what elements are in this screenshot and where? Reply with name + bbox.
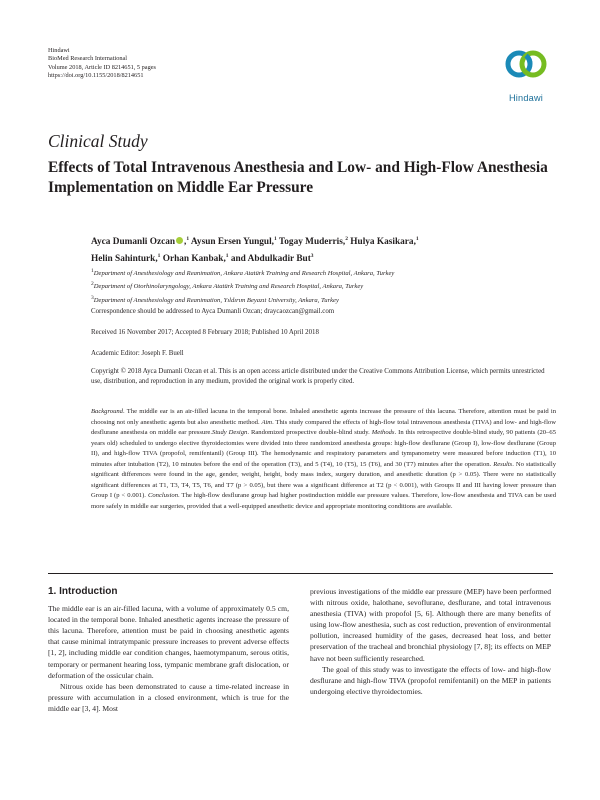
- author-name: Aysun Ersen Yungul,: [190, 237, 275, 248]
- affil-marker: 1: [225, 253, 229, 260]
- affil-number: 1: [91, 268, 94, 274]
- affiliations: [91, 266, 561, 306]
- section-heading: 1. Introduction: [48, 586, 118, 597]
- correspondence: Correspondence should be addressed to Ayca Dumanli Ozcan; draycaozcan@gmail.com: [91, 308, 335, 315]
- hindawi-logo: [496, 42, 556, 108]
- abstract-text: . This study compared the effects of high-flow total intravenous anesthesia (TIVA) and low- and high-flow desflurane anesthesia on middle ear pressure.: [91, 418, 556, 436]
- article-category: Clinical Study: [48, 131, 148, 151]
- author-name: and Abdulkadir But: [230, 254, 311, 265]
- abstract: [91, 407, 556, 512]
- logo-wordmark: Hindawi: [508, 93, 544, 103]
- hindawi-rings-icon: [504, 42, 548, 86]
- abstract-text: . The middle ear is an air-filled lacuna in the temporal bone. Inhaled anesthetic agents increase the pressure of this lacuna. Therefore, attention must be paid in choosing not only anesthetic agents but also anesthetic method.: [91, 408, 556, 426]
- affiliation-item: [91, 293, 561, 306]
- abstract-label: Results: [493, 460, 513, 468]
- abstract-label: Aim: [261, 418, 273, 426]
- affiliation-item: [91, 279, 561, 292]
- academic-editor: Academic Editor: Joseph F. Buell: [91, 350, 184, 357]
- affil-marker: 1: [274, 236, 277, 242]
- abstract-text: . Randomized prospective double-blind study.: [247, 429, 372, 436]
- author-list: Ayca Dumanli Ozcan ,$^1$ Aysun Ersen Yungul,$^1$ Togay Muderris,$^2$ Hulya Kasikara,$^1$ Helin Sahinturk,$^1$ Orhan Kanbak,$^1$ and Abdulkadir But$^3$: [91, 236, 419, 265]
- affil-text: Department of Anesthesiology and Reanimation, Yıldırım Beyazıt University, Ankara, Turkey: [93, 297, 339, 305]
- abstract-label: Background: [91, 408, 123, 415]
- author-name: Hulya Kasikara,: [350, 237, 416, 248]
- affil-number: 3: [91, 294, 94, 301]
- right-column: [310, 586, 551, 697]
- abstract-text: . No statistically significant differences were found in the age, gender, weight, height, body mass index, surgery duration, and anesthetic duration (p > 0.05). There were no statistically significant differences at T1, T3, T4, T5, T6, and T7 (p > 0.05), but there was a significant difference at T2 (p < 0.001), with Groups II and III having lower pressure than Group I (p < 0.001).: [91, 460, 556, 499]
- abstract-label: Conclusion: [147, 492, 179, 499]
- abstract-text: . In this retrospective double-blind study, 90 patients (20–65 years old) scheduled to undergo elective thyroidectomies were divided into three randomized anesthesia groups: high-flow desflurane (Group I), low-flow desflurane (Group II), and high-flow TIVA (propofol, remifentanil) (Group III). The hemodynamic and respiratory parameters and tympanometry were measured before induction (T1), 10 minutes after intubation (T2), 10 minutes before the end of the operation (T3), and 5 (T4), 10 (T5), 15 (T6), and 30 (T7) minutes after the operation.: [91, 429, 556, 468]
- doi-link[interactable]: https://doi.org/10.1155/2018/8214651: [48, 72, 144, 80]
- abstract-text: . The high-flow desflurane group had higher postinduction middle ear pressure values. Therefore, low-flow anesthesia and TIVA can be used more safely in middle ear surgeries, provided that a well-equipped anesthetic device and appropriate monitoring conditions are available.: [91, 492, 556, 510]
- article-title: Effects of Total Intravenous Anesthesia and Low- and High-Flow Anesthesia Implementation on Middle Ear Pressure: [48, 159, 548, 196]
- journal-meta: [48, 47, 156, 81]
- abstract-label: Methods: [371, 429, 395, 436]
- affil-number: 2: [91, 281, 94, 288]
- affil-marker: 2: [345, 236, 348, 242]
- affil-text: Department of Otorhinolaryngology, Ankara Atatürk Training and Research Hospital, Ankara, Turkey: [93, 283, 364, 291]
- left-column: [48, 586, 289, 714]
- publisher-name: Hindawi: [48, 47, 70, 54]
- affil-marker: 1: [186, 236, 190, 242]
- copyright-notice: Copyright © 2018 Ayca Dumanli Ozcan et al. This is an open access article distributed under the Creative Commons Attribution License, which permits unrestricted use, distribution, and reproduction in any medium, provided the original work is properly cited.: [91, 368, 545, 386]
- author-name: Ayca Dumanli Ozcan: [91, 237, 176, 248]
- section-divider: [48, 573, 553, 574]
- volume-info: Volume 2018, Article ID 8214651, 5 pages: [48, 63, 156, 71]
- orcid-icon[interactable]: [176, 237, 183, 244]
- body-paragraph: The middle ear is an air-filled lacuna, with a volume of approximately 0.5 cm, located in the temporal bone. Inhaled anesthetic agents increase the pressure of this lacuna. Therefore, attention must be paid in choosing anesthetic agents that cause minimal intratympanic pressure increases to prevent adverse effects [1, 2], including middle ear condition changes, haemotympanum, serous otitis, temporary or permanent hearing loss, tympanic membrane graft dislocation, or deformation of the ossicular chain.: [48, 604, 289, 680]
- affil-text: Department of Anesthesiology and Reanimation, Ankara Atatürk Training and Research Hospital, Ankara, Turkey: [93, 270, 395, 278]
- affil-marker: 1: [415, 236, 419, 242]
- body-paragraph: Nitrous oxide has been demonstrated to cause a time-related increase in pressure with accumulation in a closed environment, which is true for the middle ear [3, 4]. Most: [48, 681, 289, 713]
- author-name: Orhan Kanbak,: [162, 254, 226, 265]
- affil-marker: 1: [157, 253, 161, 260]
- affiliation-item: [91, 266, 561, 279]
- journal-name: BioMed Research International: [48, 55, 128, 63]
- author-name: Togay Muderris,: [278, 237, 346, 248]
- abstract-label: Study Design: [212, 429, 248, 436]
- article-dates: Received 16 November 2017; Accepted 8 February 2018; Published 10 April 2018: [91, 329, 319, 336]
- author-name: Helin Sahinturk,: [91, 254, 158, 265]
- affil-marker: 3: [310, 253, 314, 260]
- body-paragraph: previous investigations of the middle ear pressure (MEP) have been performed with nitrous oxide, halothane, sevoflurane, desflurane, and total intravenous anesthesia (TIVA) with propofol [5, 6]. Although there are many benefits of using low-flow anesthesia, such as cost reduction, prevention of environmental pollution, increased humidity of the gases, decreased heat loss, and better preservation of the tracheal and bronchial physiology [7, 8]; its effects on MEP have not been sufficiently researched.: [310, 587, 551, 663]
- body-paragraph: The goal of this study was to investigate the effects of low- and high-flow desflurane and high-flow TIVA (propofol remifentanil) on the MEP in patients undergoing elective thyroidectomies.: [310, 664, 551, 696]
